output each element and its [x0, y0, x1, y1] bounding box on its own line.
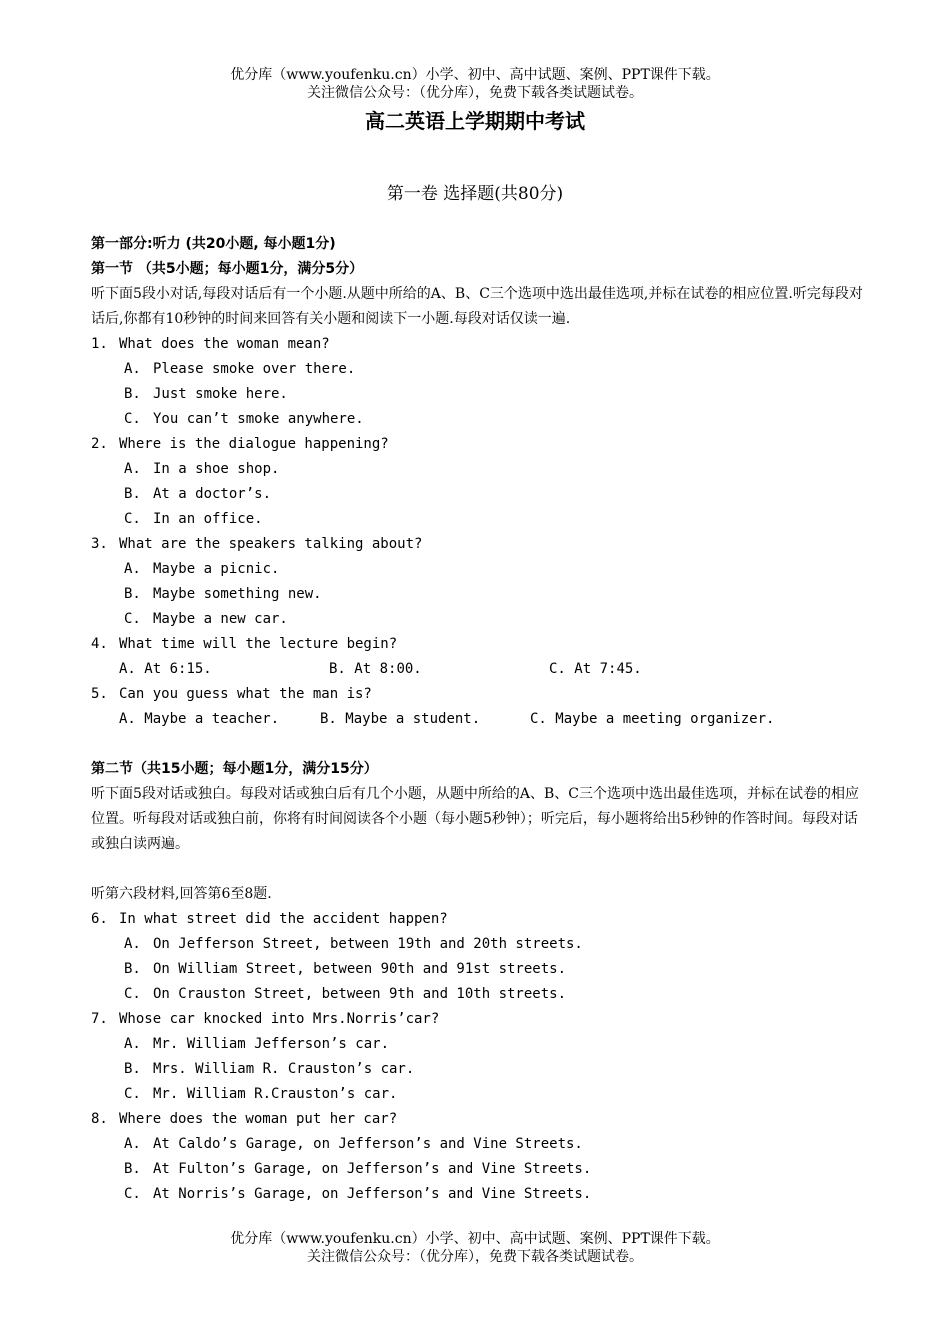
option-letter: A. — [124, 461, 141, 477]
option-letter: C. — [530, 711, 547, 727]
option-letter: A. — [119, 661, 136, 677]
option-letter: B. — [124, 1061, 141, 1077]
option-2a — [91, 457, 871, 482]
option-text: Mr. William Jefferson’s car. — [153, 1036, 390, 1052]
option-text: At 8:00. — [354, 661, 422, 677]
question-6 — [91, 907, 871, 932]
option-letter: B. — [124, 961, 141, 977]
question-number: 4. — [91, 636, 108, 652]
header-line-1: 优分库（www.youfenku.cn）小学、初中、高中试题、案例、PPT课件下载。 — [230, 67, 720, 83]
spacer — [91, 857, 871, 882]
option-letter: B. — [124, 386, 141, 402]
option-letter: A. — [124, 1036, 141, 1052]
option-letter: A. — [124, 936, 141, 952]
option-6c — [91, 982, 871, 1007]
question-number: 3. — [91, 536, 108, 552]
question-number: 1. — [91, 336, 108, 352]
option-text: Just smoke here. — [153, 386, 288, 402]
option-letter: C. — [549, 661, 566, 677]
option-text: Maybe something new. — [153, 586, 322, 602]
spacer — [91, 732, 871, 757]
option-7b — [91, 1057, 871, 1082]
option-letter: A. — [124, 361, 141, 377]
option-4a — [119, 657, 329, 682]
option-text: Maybe a meeting organizer. — [555, 711, 775, 727]
option-letter: B. — [124, 486, 141, 502]
question-number: 8. — [91, 1111, 108, 1127]
option-text: Maybe a new car. — [153, 611, 288, 627]
option-5a — [119, 707, 320, 732]
question-text: In what street did the accident happen? — [119, 911, 448, 927]
question-text: What are the speakers talking about? — [119, 536, 423, 552]
option-2b — [91, 482, 871, 507]
option-text: Maybe a teacher. — [144, 711, 280, 727]
header-line-2: 关注微信公众号：（优分库），免费下载各类试题试卷。 — [307, 85, 643, 101]
question-2 — [91, 432, 871, 457]
option-letter: A. — [124, 1136, 141, 1152]
question-7 — [91, 1007, 871, 1032]
option-4c — [549, 657, 642, 682]
page-title: 高二英语上学期期中考试 — [365, 109, 585, 133]
options-row-4 — [91, 657, 871, 682]
options-row-5 — [91, 707, 871, 732]
option-letter: C. — [124, 411, 141, 427]
option-8c — [91, 1182, 871, 1207]
option-letter: A. — [124, 561, 141, 577]
question-3 — [91, 532, 871, 557]
option-text: At a doctor’s. — [153, 486, 272, 502]
option-text: Mr. William R.Crauston’s car. — [153, 1086, 398, 1102]
option-letter: C. — [124, 611, 141, 627]
section1-instructions: 听下面5段小对话,每段对话后有一个小题.从题中所给的A、B、C三个选项中选出最佳选项,并标在试卷的相应位置.听完每段对话后,你都有10秒钟的时间来回答有关小题和阅读下一小题.每段对话仅读一遍. — [91, 286, 863, 327]
section2-instructions: 听下面5段对话或独白。每段对话或独白后有几个小题，从题中所给的A、B、C三个选项中选出最佳选项，并标在试卷的相应位置。听每段对话或独白前，你将有时间阅读各个小题（每小题5秒钟）；听完后，每小题将给出5秒钟的作答时间。每段对话或独白读两遍。 — [91, 786, 860, 852]
option-text: Please smoke over there. — [153, 361, 356, 377]
question-number: 5. — [91, 686, 108, 702]
section1-heading: 第一节 （共5小题；每小题1分，满分5分） — [91, 261, 364, 277]
option-letter: B. — [329, 661, 346, 677]
question-8 — [91, 1107, 871, 1132]
question-text: Whose car knocked into Mrs.Norris’car? — [119, 1011, 440, 1027]
option-1c — [91, 407, 871, 432]
option-text: On Crauston Street, between 9th and 10th streets. — [153, 986, 567, 1002]
option-text: You can’t smoke anywhere. — [153, 411, 364, 427]
question-text: What time will the lecture begin? — [119, 636, 398, 652]
option-text: On Jefferson Street, between 19th and 20th streets. — [153, 936, 583, 952]
option-letter: C. — [124, 986, 141, 1002]
question-number: 7. — [91, 1011, 108, 1027]
question-4 — [91, 632, 871, 657]
question-text: What does the woman mean? — [119, 336, 330, 352]
question-number: 6. — [91, 911, 108, 927]
option-5b — [320, 707, 530, 732]
footer-line-1: 优分库（www.youfenku.cn）小学、初中、高中试题、案例、PPT课件下载。 — [230, 1231, 720, 1247]
option-text: Mrs. William R. Crauston’s car. — [153, 1061, 415, 1077]
option-5c — [530, 707, 774, 732]
question-1 — [91, 332, 871, 357]
option-6b — [91, 957, 871, 982]
question-number: 2. — [91, 436, 108, 452]
option-8a — [91, 1132, 871, 1157]
option-letter: B. — [124, 1161, 141, 1177]
option-text: At Caldo’s Garage, on Jefferson’s and Vine Streets. — [153, 1136, 583, 1152]
option-text: Maybe a student. — [345, 711, 481, 727]
option-3c — [91, 607, 871, 632]
option-text: At 7:45. — [574, 661, 642, 677]
page-header — [0, 66, 950, 102]
option-text: In a shoe shop. — [153, 461, 280, 477]
option-letter: C. — [124, 511, 141, 527]
part1-heading: 第一部分:听力 (共20小题, 每小题1分) — [91, 236, 336, 252]
option-letter: C. — [124, 1186, 141, 1202]
section2-heading: 第二节（共15小题；每小题1分，满分15分） — [91, 761, 378, 777]
option-2c — [91, 507, 871, 532]
option-letter: B. — [320, 711, 337, 727]
option-text: On William Street, between 90th and 91st streets. — [153, 961, 567, 977]
option-6a — [91, 932, 871, 957]
option-text: At Norris’s Garage, on Jefferson’s and Vine Streets. — [153, 1186, 592, 1202]
option-text: Maybe a picnic. — [153, 561, 280, 577]
page-footer — [0, 1230, 950, 1266]
footer-line-2: 关注微信公众号：（优分库），免费下载各类试题试卷。 — [307, 1249, 643, 1265]
option-1a — [91, 357, 871, 382]
option-3a — [91, 557, 871, 582]
option-letter: A. — [119, 711, 136, 727]
option-text: In an office. — [153, 511, 263, 527]
option-8b — [91, 1157, 871, 1182]
option-text: At 6:15. — [144, 661, 212, 677]
option-1b — [91, 382, 871, 407]
paper-subtitle: 第一卷 选择题(共80分) — [386, 184, 564, 204]
exam-content — [91, 232, 871, 1207]
material-intro: 听第六段材料,回答第6至8题. — [91, 886, 272, 902]
option-3b — [91, 582, 871, 607]
option-letter: C. — [124, 1086, 141, 1102]
option-7c — [91, 1082, 871, 1107]
option-4b — [329, 657, 549, 682]
question-text: Can you guess what the man is? — [119, 686, 372, 702]
option-text: At Fulton’s Garage, on Jefferson’s and Vine Streets. — [153, 1161, 592, 1177]
option-7a — [91, 1032, 871, 1057]
question-text: Where is the dialogue happening? — [119, 436, 389, 452]
question-text: Where does the woman put her car? — [119, 1111, 398, 1127]
option-letter: B. — [124, 586, 141, 602]
question-5 — [91, 682, 871, 707]
